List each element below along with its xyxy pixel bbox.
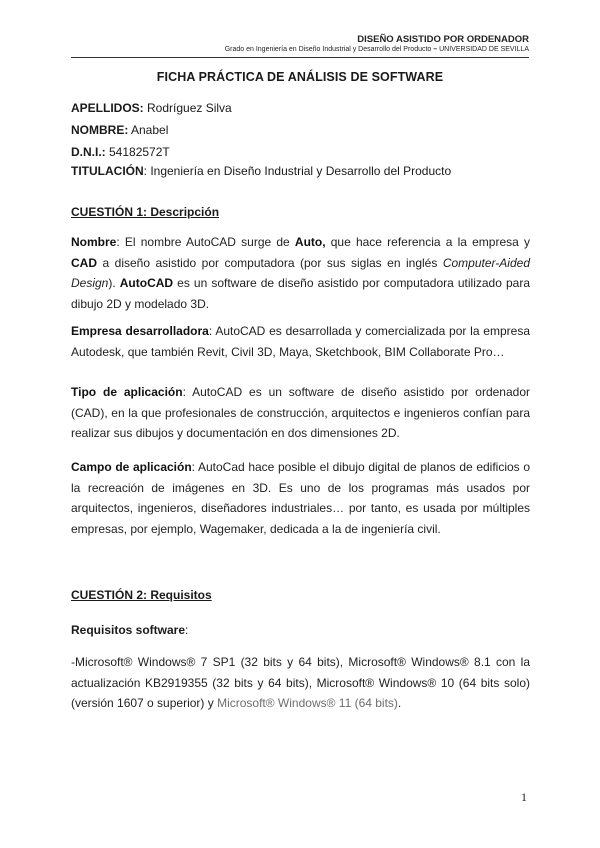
degree-value: : Ingeniería en Diseño Industrial y Desarrollo del Producto [143, 164, 452, 178]
p1-term-autocad: AutoCAD [119, 276, 174, 290]
document-title: FICHA PRÁCTICA DE ANÁLISIS DE SOFTWARE [156, 70, 444, 84]
p1-text-2: que hace referencia a la empresa y [325, 235, 530, 249]
p1-italic-cad: Computer-Aided Design [71, 255, 530, 290]
degree-label: TITULACIÓN [71, 164, 144, 178]
p1-term-nombre: Nombre [71, 235, 117, 249]
question-1-heading: CUESTIÓN 1: Descripción [71, 205, 220, 219]
paragraph-empresa [71, 321, 530, 362]
header-degree: Grado en Ingeniería en Diseño Industrial y Desarrollo del Producto [224, 46, 432, 53]
paragraph-requisitos [71, 652, 530, 714]
name-label: NOMBRE: [71, 123, 129, 137]
req-text-end: . [397, 696, 402, 710]
req-term: Requisitos software [71, 623, 186, 637]
p1-term-auto: Auto, [294, 235, 326, 249]
req-text-1: -Microsoft® Windows® 7 SP1 (32 bits y 64 bits), Microsoft® Windows® 8.1 con la actualización KB2919355 (32 bits y 64 bits), Microsoft® Windows® 10 (64 bits solo) (versión 1607 o superior) y [71, 655, 530, 710]
p4-term: Campo de aplicación [71, 460, 192, 474]
p1-text-4: ). [108, 276, 120, 290]
header-separator: – [431, 46, 440, 53]
req-text-win11: Microsoft® Windows® 11 (64 bits) [217, 696, 398, 710]
p4-text: : AutoCad hace posible el dibujo digital de planos de edificios o la recreación de imágenes en 3D. Es uno de los programas más usados por arquitectos, ingenieros, diseñadores industriales… por tanto, es usada por múltiples empresas, por ejemplo, Wagemaker, dedicada a la de ingeniería civil. [71, 460, 530, 536]
paragraph-tipo [71, 382, 530, 444]
paragraph-campo [71, 457, 530, 539]
header-subtitle [225, 46, 529, 53]
p1-text-1: : El nombre AutoCAD surge de [116, 235, 295, 249]
header-rule [71, 57, 529, 58]
dni-value: 54182572T [105, 145, 170, 159]
name-value: Anabel [128, 123, 169, 137]
p2-text: : AutoCAD es desarrollada y comercializada por la empresa Autodesk, que también Revit, Civil 3D, Maya, Sketchbook, BIM Collaborate Pro… [71, 324, 530, 359]
header-university: UNIVERSIDAD DE SEVILLA [439, 46, 529, 53]
name-field [71, 123, 168, 137]
dni-field [71, 145, 170, 159]
dni-label: D.N.I.: [71, 145, 106, 159]
degree-field [71, 164, 451, 178]
surname-field [71, 101, 232, 115]
page-number: 1 [521, 790, 527, 804]
surname-label: APELLIDOS: [71, 101, 144, 115]
paragraph-nombre [71, 232, 530, 314]
p2-term: Empresa desarrolladora [71, 324, 209, 338]
p1-text-5: es un software de diseño asistido por computadora utilizado para dibujo 2D y modelado 3D. [71, 276, 530, 311]
p1-text-3: a diseño asistido por computadora (por sus siglas en inglés [97, 255, 443, 270]
p1-term-cad: CAD [71, 255, 97, 270]
req-colon: : [185, 623, 189, 637]
question-2-heading: CUESTIÓN 2: Requisitos [71, 588, 212, 602]
surname-value: Rodríguez Silva [143, 101, 232, 115]
requirements-subheading [71, 623, 188, 637]
header-course-title: DISEÑO ASISTIDO POR ORDENADOR [357, 34, 529, 45]
p3-text: : AutoCAD es un software de diseño asistido por ordenador (CAD), en la que profesionales de construcción, arquitectos e ingenieros confían para realizar sus dibujos y documentación en dos dimensiones 2D. [71, 385, 530, 440]
p3-term: Tipo de aplicación [71, 385, 183, 399]
